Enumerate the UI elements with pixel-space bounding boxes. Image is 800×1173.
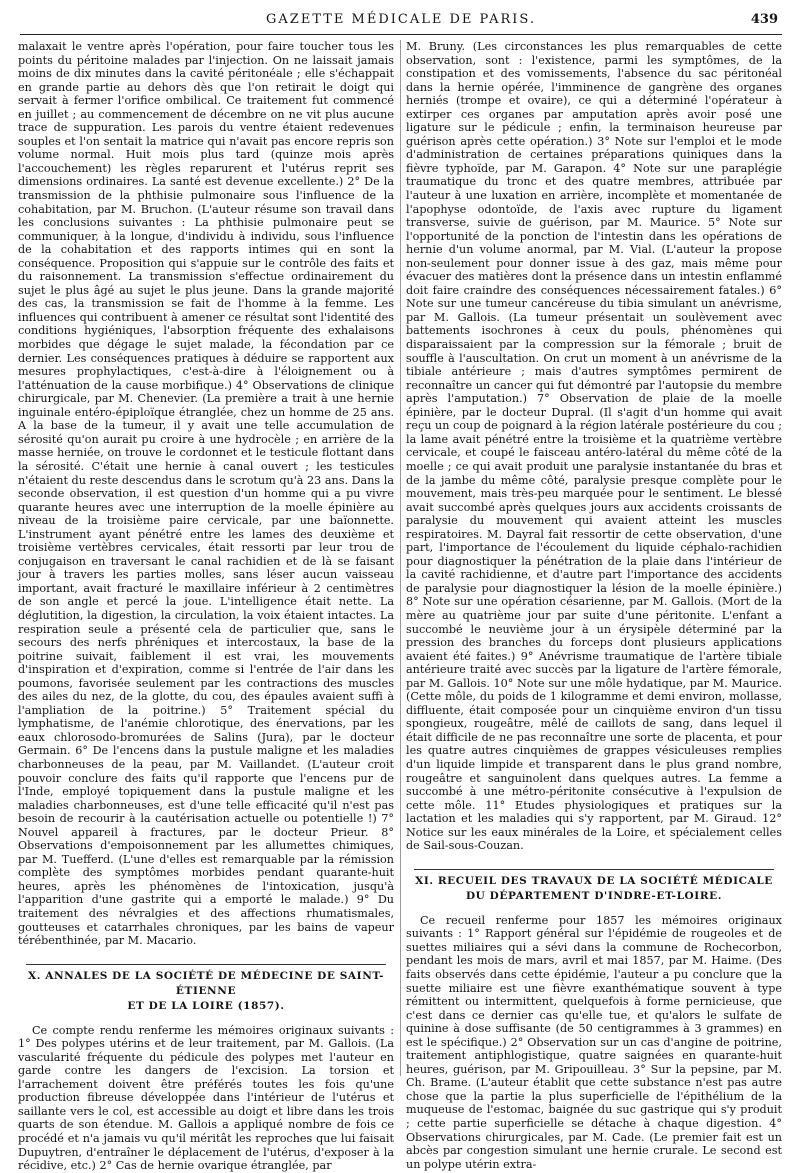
left-paragraph-2: Ce compte rendu renferme les mémoires originaux suivants : 1° Des polypes utérins et de leur traitement, par M. Gallois. (La vascularité fréquente du pédicule des polypes met l'auteur en garde contre les dangers de l'excision. La torsion et l'arrachement doivent être préférés toutes les fois qu'une production fibreuse développée dans l'intérieur de l'utérus et saillante vers le col, est accessible au doigt et libre dans les trois quarts de son étendue. M. Gallois a appliqué nombre de fois ce procédé et n'a jamais vu qu'il méritât les reproches que lui faisait Dupuytren, d'entraîner le déplacement de l'utérus, d'exposer à la récidive, etc.) 2° Cas de hernie ovarique étranglée, par [18,1023,394,1173]
left-column [18,40,394,1173]
column-divider [400,40,401,1076]
section-x-title-line1: X. ANNALES DE LA SOCIÉTÉ DE MÉDECINE DE SAINT-ÉTIENNE [27,969,385,997]
section-x-title [18,964,394,1014]
page-number: 439 [750,12,778,27]
page-header [20,8,782,35]
section-xi-title [406,869,782,904]
section-x-title-line2: ET DE LA LOIRE (1857). [127,999,285,1012]
left-paragraph-1: malaxait le ventre après l'opération, pour faire toucher tous les points du péritoine malades par l'injection. On ne laissait jamais moins de dix minutes dans la cavité péritonéale ; elle s'échappait en grande partie au dehors dès que l'on retirait le doigt qui servait à fermer l'orifice ombilical. Ce traitement fut commencé en juillet ; au commencement de décembre on ne vit plus aucune trace de suppuration. Les parois du ventre étaient redevenues souples et l'on sentait la matrice qui n'avait pas encore repris son volume normal. Huit mois plus tard (quinze mois après l'accouchement) les règles reparurent et l'utérus reprit ses dimensions ordinaires. La santé est devenue excellente.) 2° De la transmission de la phthisie pulmonaire sous l'influence de la cohabitation, par M. Bruchon. (L'auteur résume son travail dans les conclusions suivantes : La phthisie pulmonaire peut se communiquer, à la longue, d'individu à individu, sous l'influence de la cohabitation et des rapports intimes qui en sont la conséquence. Proposition qui s'appuie sur le contrôle des faits et du raisonnement. La transmission s'effectue ordinairement du sujet le plus âgé au sujet le plus jeune. Dans la grande majorité des cas, la transmission se fait de l'homme à la femme. Les influences qui contribuent à amener ce résultat sont l'identité des conditions hygiéniques, l'absorption fréquente des exhalaisons morbides que dégage le sujet malade, la fécondation par ce dernier. Les conséquences pratiques à déduire se rapportent aux mesures prophylactiques, c'est-à-dire à l'éloignement ou à l'atténuation de la cause morbifique.) 4° Observations de clinique chirurgicale, par M. Chenevier. (La première a trait à une hernie inguinale entéro-épiploïque étranglée, chez un homme de 25 ans. A la base de la tumeur, il y avait une telle accumulation de sérosité qu'on aurait pu croire à une hydrocèle ; en arrière de la masse herniée, on trouve le cordonnet et le testicule flottant dans la sérosité. C'était une hernie à canal ouvert ; les testicules n'étaient du reste descendus dans le scrotum qu'à 23 ans. Dans la seconde observation, il est question d'un homme qui a pu vivre quarante heures avec une interruption de la moelle épinière au niveau de la troisième paire cervicale, par une baïonnette. L'instrument ayant pénétré entre les lames des deuxième et troisième vertèbres cervicales, était ressorti par leur trou de conjugaison en traversant le canal rachidien et de là se faisant jour à travers les parties molles, sans léser aucun vaisseau important, avait fracturé le maxillaire inférieur à 2 centimètres de son angle et percé la joue. L'intelligence était nette. La déglutition, la digestion, la circulation, la voix étaient intactes. La respiration seule a présenté cela de particulier que, sans le secours des nerfs phréniques et intercostaux, la base de la poitrine suivait, faiblement il est vrai, les mouvements d'inspiration et d'expiration, comme si l'entrée de l'air dans les poumons, favorisée seulement par les contractions des muscles des ailes du nez, de la glotte, du cou, des épaules avaient suffi à l'ampliation de la poitrine.) 5° Traitement spécial du lymphatisme, de l'anémie chlorotique, des énervations, par les eaux chlorosodo-bromurées de Salins (Jura), par le docteur Germain. 6° De l'encens dans la pustule maligne et les maladies charbonneuses de la peau, par M. Vaillandet. (L'auteur croit pouvoir conclure des faits qu'il rapporte que l'encens pur de l'Inde, employé topiquement dans la pustule maligne et les maladies charbonneuses, est d'une telle efficacité qu'il n'est pas besoin de recourir à la cautérisation actuelle ou potentielle !) 7° Nouvel appareil à fractures, par le docteur Prieur. 8° Observations d'empoisonnement par les allumettes chimiques, par M. Tuefferd. (L'une d'elles est remarquable par la rémission complète des symptômes morbides pendant quarante-huit heures, après les phénomènes de l'intoxication, jusqu'à l'apparition d'une gastrite qui a emporté le malade.) 9° Du traitement des névralgies et des affections rhumatismales, goutteuses et catarrhales chroniques, par les bains de vapeur térébenthinée, par M. Macario. [18,40,394,948]
right-paragraph-2: Ce recueil renferme pour 1857 les mémoires originaux suivants : 1° Rapport général sur l'épidémie de rougeoles et de suettes miliaires qui a sévi dans la commune de Rochecorbon, pendant les mois de mars, avril et mai 1857, par M. Haime. (Des faits observés dans cette épidémie, l'auteur a pu conclure que la suette miliaire est une fièvre exanthématique souvent à type rémittent ou intermittent, quelquefois à forme pernicieuse, que c'est dans ce dernier cas qu'elle tue, et qu'alors le sulfate de quinine à dose suffisante (de 50 centigrammes à 3 grammes) en est le spécifique.) 2° Observation sur un cas d'angine de poitrine, traitement antiphlogistique, quatre saignées en quarante-huit heures, guérison, par M. Gripouilleau. 3° Sur la pepsine, par M. Ch. Brame. (L'auteur établit que cette substance n'est pas autre chose que la partie la plus superficielle de l'épithélium de la muqueuse de l'estomac, baignée du suc gastrique qui s'y produit ; cette partie superficielle se détache à chaque digestion. 4° Observations chirurgicales, par M. Cade. (Le premier fait est un abcès par congestion simulant une hernie crurale. Le second est un polype utérin extra- [406,913,782,1171]
right-column [406,40,782,1171]
running-title: GAZETTE MÉDICALE DE PARIS. [266,12,536,27]
section-xi-rule [414,869,774,870]
section-x-rule [26,964,386,965]
section-xi-title-line2: DU DÉPARTEMENT D'INDRE-ET-LOIRE. [465,889,723,902]
section-xi-title-line1: XI. RECUEIL DES TRAVAUX DE LA SOCIÉTÉ MÉDICALE [415,874,773,887]
right-paragraph-1: M. Bruny. (Les circonstances les plus remarquables de cette observation, sont : l'existence, parmi les symptômes, de la constipation et des vomissements, l'absence du sac péritonéal dans la hernie opérée, l'imminence de gangrène des organes herniés (trompe et ovaire), ce qui a déterminé l'opérateur à extirper ces organes par amputation après avoir posé une ligature sur le pédicule ; enfin, la terminaison heureuse par guérison après cette opération.) 3° Note sur l'emploi et le mode d'administration de certaines préparations quiniques dans la fièvre typhoïde, par M. Garapon. 4° Note sur une paraplégie traumatique du tronc et des quatre membres, attribuée par l'auteur à une luxation en arrière, incomplète et momentanée de l'apophyse odontoïde, de l'axis avec rupture du ligament transverse, suivie de guérison, par M. Maurice. 5° Note sur l'opportunité de la ponction de l'intestin dans les opérations de hernie d'un volume anormal, par M. Vial. (L'auteur la propose non-seulement pour donner issue à des gaz, mais même pour évacuer des matières dont la présence dans un intestin enflammé doit faire craindre des conséquences nécessairement fatales.) 6° Note sur une tumeur cancéreuse du tibia simulant un anévrisme, par M. Gallois. (La tumeur présentait un soulèvement avec battements isochrones à ceux du pouls, phénomènes qui disparaissaient par la compression sur la fémorale ; bruit de souffle à l'auscultation. On crut un moment à un anévrisme de la tibiale antérieure ; mais d'autres symptômes permirent de reconnaître un cancer qui fut démontré par l'autopsie du membre après l'amputation.) 7° Observation de plaie de la moelle épinière, par le docteur Dupral. (Il s'agit d'un homme qui avait reçu un coup de poignard à la région latérale postérieure du cou ; la lame avait pénétré entre la troisième et la quatrième vertèbre cervicale, et coupé le faisceau antéro-latéral du même côté de la moelle ; ce qui avait produit une paralysie instantanée du bras et de la jambe du même côté, paralysie presque complète pour le mouvement, mais très-peu marquée pour le sentiment. Le blessé avait succombé après quelques jours aux accidents croissants de paralysie du mouvement qui avaient atteint les muscles respiratoires. M. Dayral fait ressortir de cette observation, d'une part, l'importance de l'écoulement du liquide céphalo-rachidien pour diagnostiquer la pénétration de la plaie dans l'intérieur de la cavité rachidienne, et d'autre part l'importance des accidents de paralysie pour diagnostiquer la lésion de la moelle épinière.) 8° Note sur une opération césarienne, par M. Gallois. (Mort de la mère au quatrième jour par suite d'une péritonite. L'enfant a succombé le neuvième jour à un érysipèle déterminé par la pression des branches du forceps dont plusieurs applications avaient été faites.) 9° Anévrisme traumatique de l'artère tibiale antérieure traité avec succès par la ligature de l'artère fémorale, par M. Gallois. 10° Note sur une môle hydatique, par M. Maurice. (Cette môle, du poids de 1 kilogramme et demi environ, mollasse, diffluente, était composée pour un cinquième environ d'un tissu spongieux, rougeâtre, mêlé de caillots de sang, dans lequel il était difficile de ne pas reconnaître une sorte de placenta, et pour les quatre autres cinquièmes de grappes vésiculeuses remplies d'un liquide limpide et transparent dans le plus grand nombre, rougeâtre et sanguinolent dans quelques autres. La femme a succombé à une métro-péritonite consécutive à l'expulsion de cette môle. 11° Etudes physiologiques et pratiques sur la lactation et les maladies qui s'y rapportent, par M. Giraud. 12° Notice sur les eaux minérales de la Loire, et spécialement celles de Sail-sous-Couzan. [406,40,782,853]
